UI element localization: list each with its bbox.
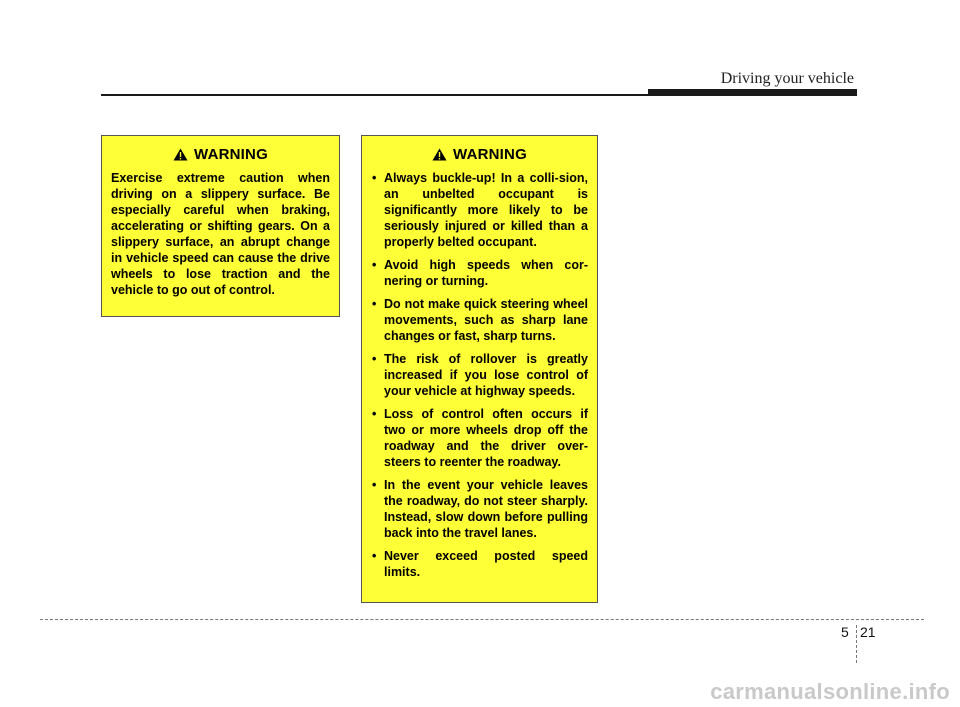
warning-heading-label: WARNING [453,146,527,163]
header-rule [101,94,661,96]
footer-rule [40,619,924,620]
page-number: 21 [860,624,876,640]
warning-triangle-icon [432,148,447,161]
warning-box-driving-safety [361,135,598,603]
warning-list-item: • Always buckle-up! In a colli-sion, an unbelted occupant is significantly more likely to be seriously injured or killed than a properly belted occupant. [371,170,588,250]
section-title: Driving your vehicle [720,70,854,87]
warning-heading [371,146,588,163]
warning-list [371,170,588,580]
warning-box-slippery-surface [101,135,340,317]
warning-list-item: • In the event your vehicle leaves the roadway, do not steer sharply. Instead, slow down before pulling back into the travel lanes. [371,477,588,541]
chapter-number: 5 [841,624,849,640]
footer-divider [856,625,857,663]
warning-triangle-icon [173,148,188,161]
warning-list-item: • The risk of rollover is greatly increased if you lose control of your vehicle at highway speeds. [371,351,588,399]
watermark: carmanualsonline.info [710,679,950,704]
warning-list-item: • Do not make quick steering wheel movements, such as sharp lane changes or fast, sharp turns. [371,296,588,344]
warning-list-item: • Never exceed posted speed limits. [371,548,588,580]
header-rule-accent [648,89,857,96]
warning-heading-label: WARNING [194,146,268,163]
warning-list-item: • Avoid high speeds when cor-nering or turning. [371,257,588,289]
warning-heading [111,146,330,163]
warning-text: Exercise extreme caution when driving on a slippery surface. Be especially careful when braking, accelerating or shifting gears. On a slippery surface, an abrupt change in vehicle speed can cause the drive wheels to lose traction and the vehicle to go out of control. [111,171,330,297]
warning-list-item: • Loss of control often occurs if two or more wheels drop off the roadway and the driver over-steers to reenter the roadway. [371,406,588,470]
